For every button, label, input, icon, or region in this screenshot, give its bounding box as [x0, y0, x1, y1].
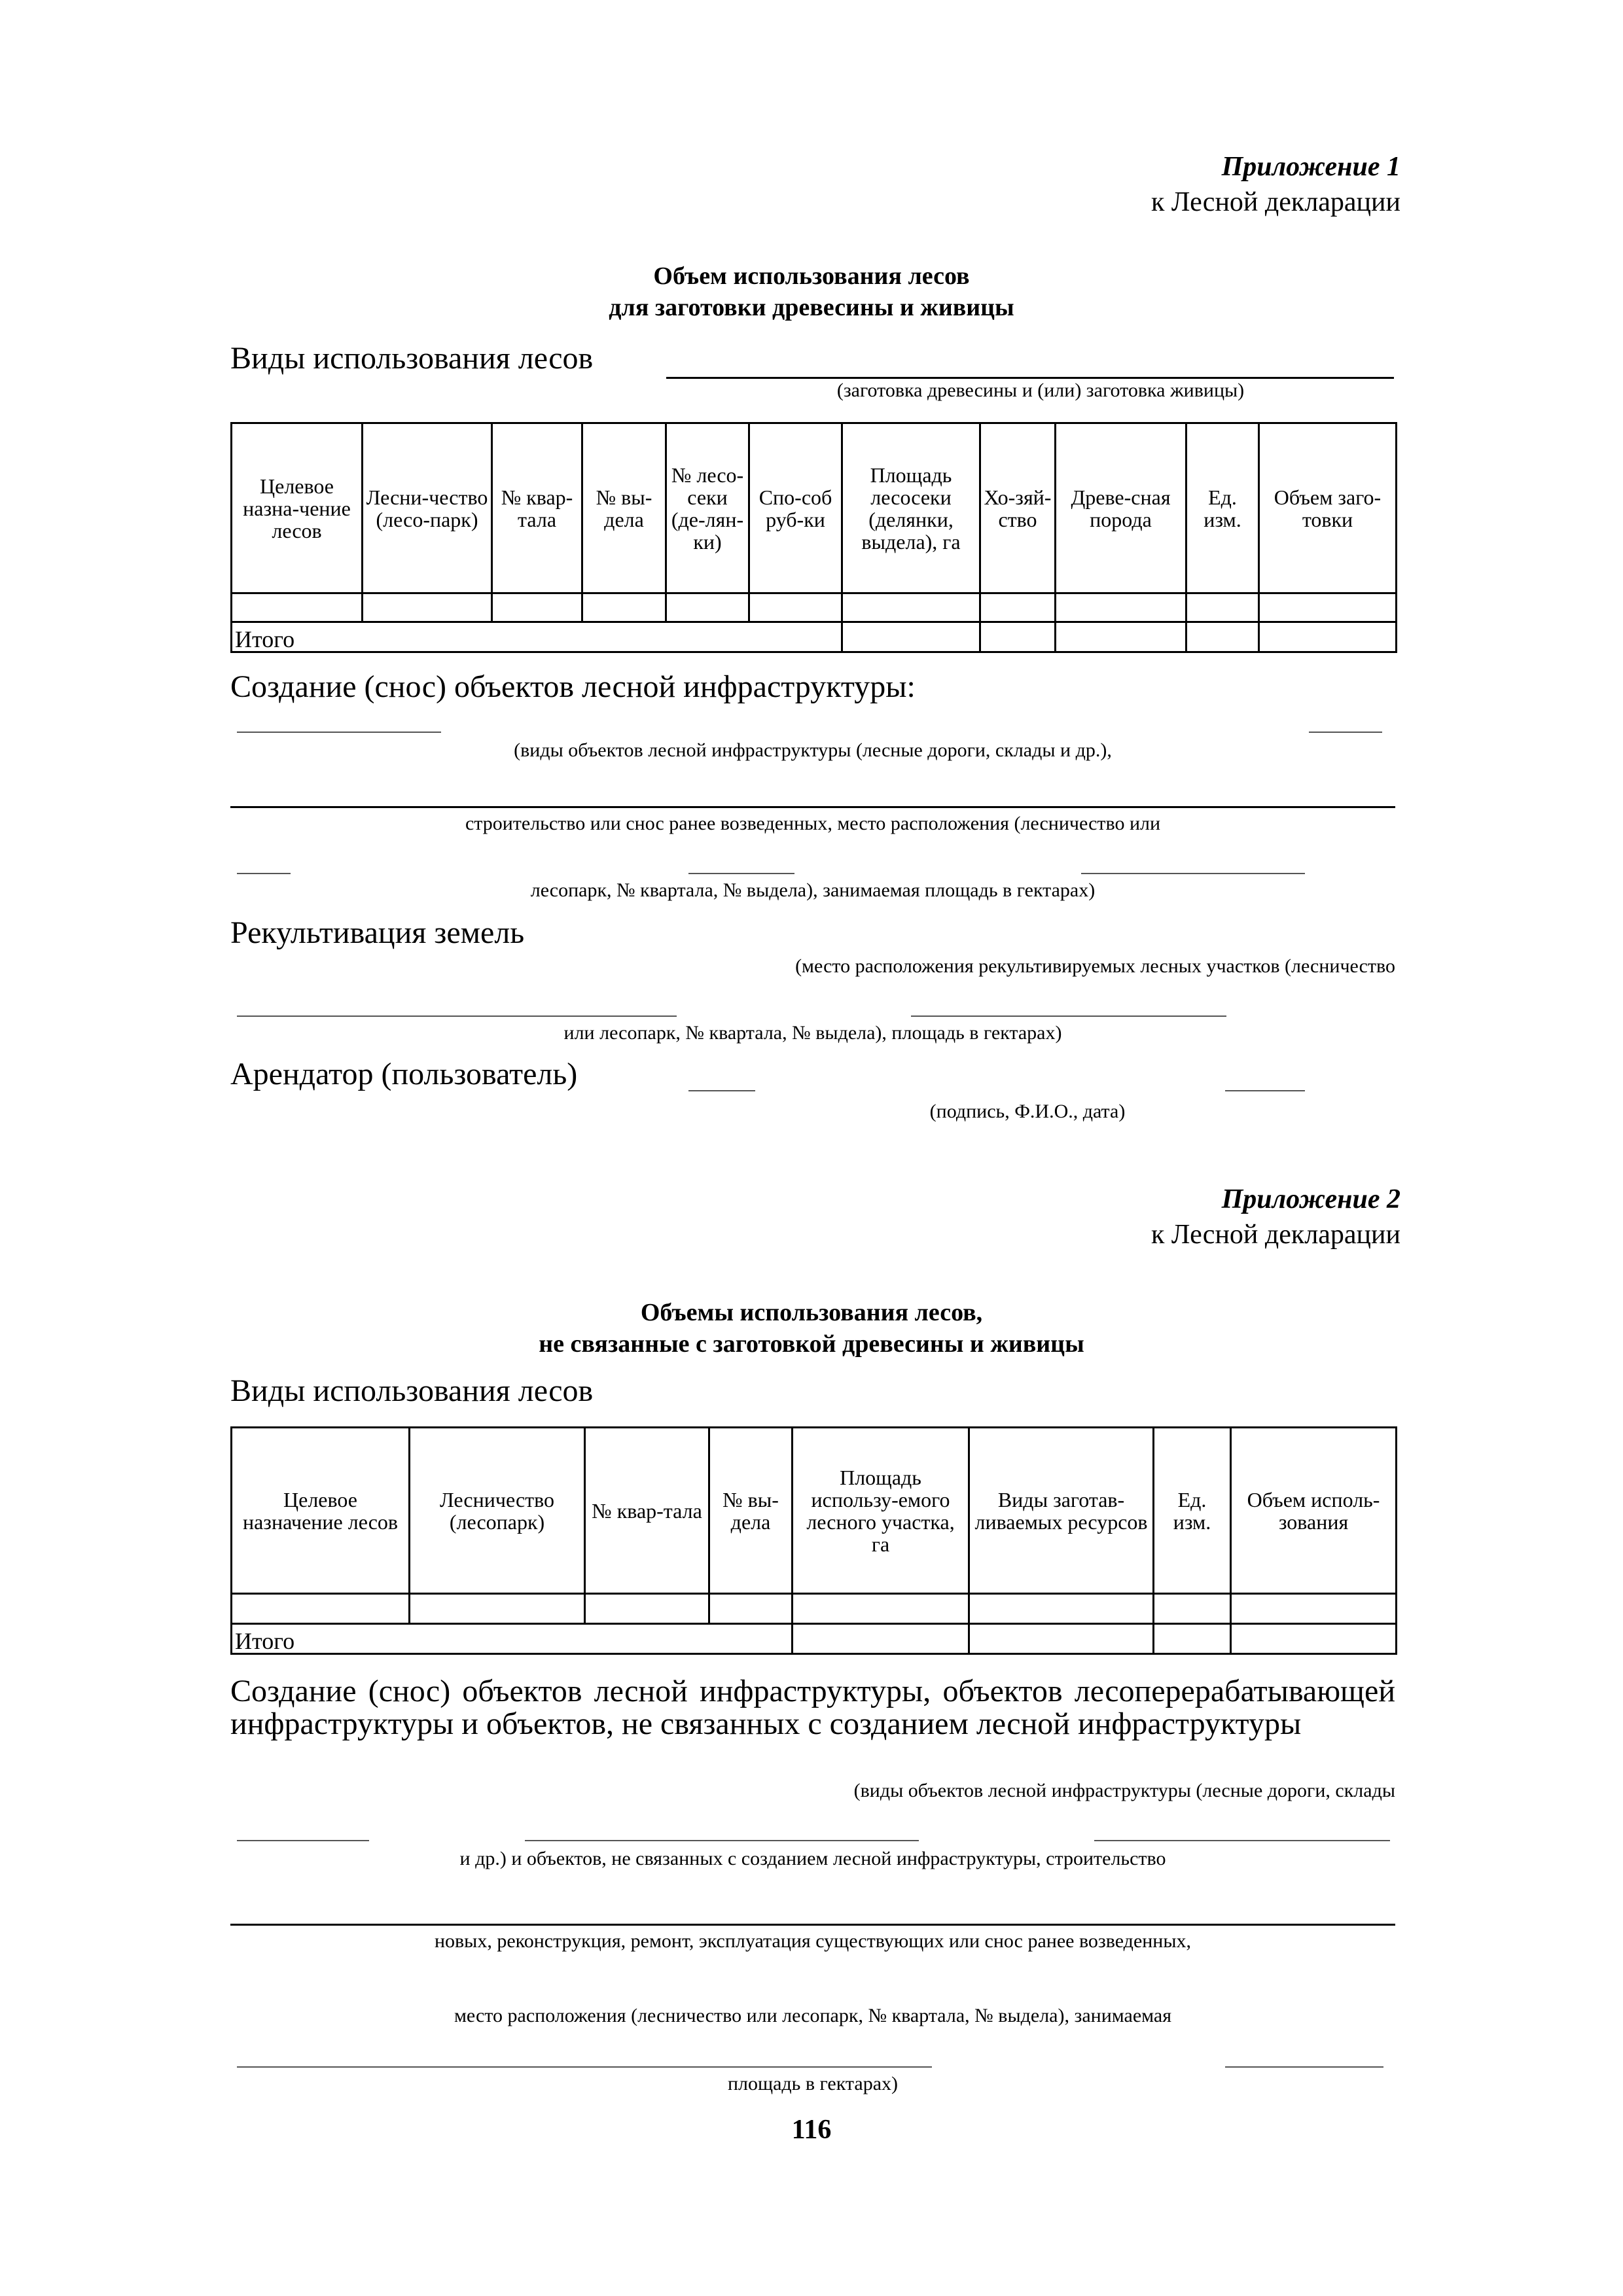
appendix2-col-forestry: Лесничество (лесопарк)	[410, 1428, 585, 1594]
appendix2-col-quarter: № квар-тала	[585, 1428, 709, 1594]
appendix1-header-row	[232, 423, 1397, 593]
appendix2-infra-hint5: площадь в гектарах)	[727, 2073, 899, 2094]
appendix1-col-cutting-area: № лесо-секи (де-лян-ки)	[666, 423, 749, 593]
appendix1-tenant-line-right	[1225, 1090, 1305, 1091]
appendix1-infra-line-left	[237, 732, 441, 733]
appendix1-infra-line-b	[688, 873, 794, 874]
appendix1-label: Приложение 1	[1221, 152, 1400, 182]
appendix1-title-line1: Объем использования лесов	[653, 262, 970, 290]
appendix2-infra-label: Создание (снос) объектов лесной инфраструктуры, объектов лесоперерабатывающей инфраструктуры и объектов, не связанных с созданием лесной инфраструктуры	[230, 1674, 1395, 1741]
appendix1-col-species: Древе-сная порода	[1056, 423, 1186, 593]
appendix2-usage-label: Виды использования лесов	[230, 1373, 594, 1408]
appendix1-tenant-hint: (подпись, Ф.И.О., дата)	[929, 1101, 1126, 1122]
appendix2-title	[0, 1297, 1623, 1360]
appendix1-usage-label: Виды использования лесов	[230, 341, 594, 376]
appendix1-infra-line-a	[237, 873, 291, 874]
appendix2-col-unit: Ед. изм.	[1154, 1428, 1231, 1594]
appendix2-infra-hint4: место расположения (лесничество или лесопарк, № квартала, № выдела), занимаемая	[454, 2005, 1172, 2026]
appendix2-col-purpose: Целевое назначение лесов	[232, 1428, 410, 1594]
appendix2-infra-line-e	[1225, 2066, 1383, 2068]
appendix1-col-unit: Ед. изм.	[1186, 423, 1259, 593]
appendix2-col-volume: Объем исполь-зования	[1231, 1428, 1397, 1594]
appendix2-infra-hint3: новых, реконструкция, ремонт, эксплуатация существующих или снос ранее возведенных,	[434, 1930, 1192, 1952]
appendix1-recult-hint2: или лесопарк, № квартала, № выдела), площадь в гектарах)	[563, 1022, 1062, 1044]
appendix1-col-allotment: № вы-дела	[582, 423, 666, 593]
appendix1-col-quarter: № квар-тала	[492, 423, 582, 593]
appendix1-tenant-label: Арендатор (пользователь)	[230, 1057, 578, 1091]
page-number: 116	[791, 2115, 832, 2145]
appendix2-total-label: Итого	[232, 1624, 793, 1654]
appendix2-header	[1151, 1182, 1400, 1252]
appendix1-recult-hint1: (место расположения рекультивируемых лесных участков (лесничество	[795, 955, 1395, 977]
appendix2-label: Приложение 2	[1221, 1184, 1400, 1214]
appendix2-infra-hint1: (виды объектов лесной инфраструктуры (лесные дороги, склады	[853, 1780, 1395, 1801]
appendix1-col-area: Площадь лесосеки (делянки, выдела), га	[842, 423, 980, 593]
appendix1-title	[0, 260, 1623, 323]
appendix2-title-line1: Объемы использования лесов,	[640, 1299, 983, 1326]
appendix1-tenant-line-left	[688, 1090, 755, 1091]
appendix2-col-allotment: № вы-дела	[709, 1428, 793, 1594]
appendix2-title-line2: не связанные с заготовкой древесины и живицы	[539, 1330, 1084, 1358]
appendix1-title-line2: для заготовки древесины и живицы	[609, 294, 1014, 321]
appendix2-col-resources: Виды заготав-ливаемых ресурсов	[969, 1428, 1154, 1594]
appendix1-infra-label: Создание (снос) объектов лесной инфраструктуры:	[230, 669, 916, 704]
appendix2-total-row	[232, 1624, 1397, 1654]
appendix1-col-purpose: Целевое назна-чение лесов	[232, 423, 363, 593]
appendix1-infra-line-right	[1309, 732, 1382, 733]
appendix1-col-volume: Объем заго-товки	[1259, 423, 1397, 593]
appendix2-infra-line-d	[237, 2066, 932, 2068]
appendix2-to: к Лесной декларации	[1151, 1220, 1400, 1250]
appendix1-usage-hint: (заготовка древесины и (или) заготовка живицы)	[836, 380, 1245, 401]
appendix1-total-label: Итого	[232, 622, 842, 652]
appendix2-col-area: Площадь использу-емого лесного участка, га	[793, 1428, 969, 1594]
appendix1-infra-line-full	[230, 806, 1395, 808]
appendix1-recult-label: Рекультивация земель	[230, 915, 525, 950]
appendix2-infra-line-full	[230, 1924, 1395, 1926]
appendix2-infra-hint2: и др.) и объектов, не связанных с созданием лесной инфраструктуры, строительство	[459, 1848, 1166, 1869]
appendix2-header-row	[232, 1428, 1397, 1594]
appendix2-empty-row	[232, 1594, 1397, 1624]
appendix1-infra-line-c	[1081, 873, 1305, 874]
appendix1-infra-hint2: строительство или снос ранее возведенных, место расположения (лесничество или	[465, 813, 1161, 834]
appendix1-col-felling-method: Спо-соб руб-ки	[749, 423, 842, 593]
appendix2-infra-line-b	[525, 1840, 919, 1841]
appendix2-infra-line-c	[1094, 1840, 1390, 1841]
appendix2-table	[230, 1426, 1397, 1655]
appendix1-recult-line-right	[911, 1016, 1226, 1017]
appendix1-col-economy: Хо-зяй-ство	[980, 423, 1056, 593]
appendix1-total-row	[232, 622, 1397, 652]
appendix1-header	[1151, 149, 1400, 220]
appendix1-infra-hint1: (виды объектов лесной инфраструктуры (лесные дороги, склады и др.),	[514, 739, 1112, 761]
appendix1-col-forestry: Лесни-чество (лесо-парк)	[363, 423, 492, 593]
appendix1-recult-line-left	[237, 1016, 677, 1017]
appendix1-table	[230, 422, 1397, 653]
appendix1-to: к Лесной декларации	[1151, 187, 1400, 217]
appendix1-infra-hint3: лесопарк, № квартала, № выдела), занимаемая площадь в гектарах)	[530, 879, 1096, 901]
appendix2-infra-line-a	[237, 1840, 369, 1841]
appendix1-empty-row	[232, 593, 1397, 622]
